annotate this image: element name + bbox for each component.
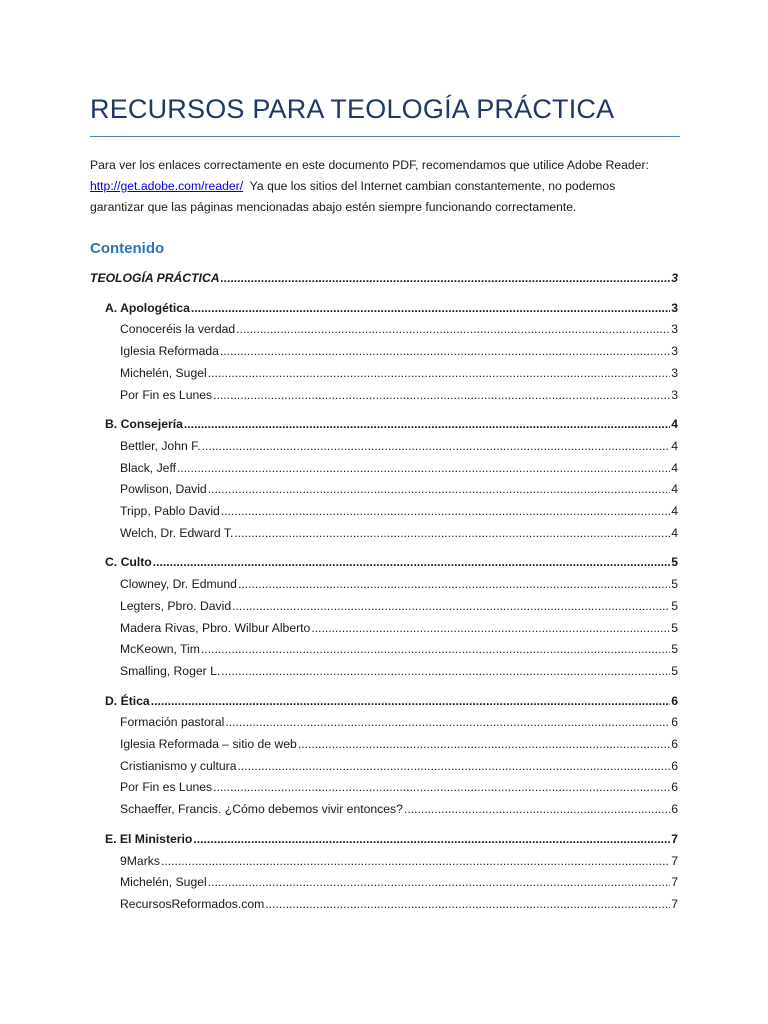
- toc-page-number: 4: [671, 525, 678, 540]
- toc-page-number: 5: [671, 642, 678, 657]
- toc-page-number: 6: [671, 737, 678, 751]
- toc-entry-label: Schaeffer, Francis. ¿Cómo debemos vivir entonces?: [120, 802, 403, 817]
- toc-page-number: 3: [671, 322, 678, 337]
- toc-section[interactable]: [105, 555, 678, 575]
- toc-entry-label: C. Culto: [105, 555, 152, 570]
- toc-page-number: 7: [671, 896, 678, 911]
- toc-entry-label: Bettler, John F.: [120, 438, 201, 453]
- toc-section[interactable]: [105, 417, 678, 437]
- toc-entry[interactable]: [120, 388, 678, 408]
- toc-entry[interactable]: [120, 875, 678, 895]
- toc-section[interactable]: [105, 301, 678, 321]
- toc-entry-label: Michelén, Sugel: [120, 365, 207, 380]
- toc-page-number: 6: [671, 693, 678, 708]
- toc-section[interactable]: [105, 694, 678, 714]
- toc-page-number: 5: [671, 598, 678, 613]
- toc-entry[interactable]: [120, 737, 678, 757]
- toc-page-number: 5: [671, 663, 678, 678]
- toc-entry[interactable]: [120, 642, 678, 662]
- toc-leader-dots: [232, 599, 670, 613]
- toc-entry[interactable]: [120, 621, 678, 641]
- toc-leader-dots: [221, 664, 670, 678]
- toc-page-number: 4: [671, 460, 678, 475]
- toc-entry-label: B. Consejería: [105, 417, 183, 432]
- toc-entry-label: Smalling, Roger L.: [120, 663, 221, 678]
- toc-page-number: 7: [671, 831, 678, 846]
- toc-entry-label: Cristianismo y cultura: [120, 758, 237, 773]
- toc-leader-dots: [153, 555, 671, 569]
- toc-entry[interactable]: [120, 759, 678, 779]
- toc-entry-label: Clowney, Dr. Edmund: [120, 577, 237, 592]
- toc-leader-dots: [202, 439, 671, 453]
- intro-line-3: garantizar que las páginas mencionadas abajo estén siempre funcionando correctamente.: [90, 200, 577, 214]
- toc-entry[interactable]: [120, 504, 678, 524]
- toc-page-number: 3: [671, 344, 678, 359]
- toc-entry[interactable]: [120, 461, 678, 481]
- toc-entry-label: Madera Rivas, Pbro. Wilbur Alberto: [120, 620, 311, 635]
- toc-leader-dots: [298, 737, 670, 751]
- toc-leader-dots: [404, 802, 670, 816]
- toc-page-number: 3: [671, 365, 678, 380]
- toc-entry-label: Conoceréis la verdad: [120, 322, 236, 337]
- toc-entry[interactable]: [120, 526, 678, 546]
- toc-leader-dots: [225, 715, 670, 729]
- toc-leader-dots: [208, 366, 671, 380]
- title-divider: [90, 136, 680, 137]
- toc-entry-label: Por Fin es Lunes: [120, 387, 213, 402]
- toc-leader-dots: [191, 301, 670, 315]
- toc-entry[interactable]: [120, 439, 678, 459]
- toc-entry-label: Por Fin es Lunes: [120, 780, 213, 795]
- contents-heading: Contenido: [90, 240, 165, 257]
- toc-entry[interactable]: [120, 780, 678, 800]
- toc-page-number: 4: [671, 482, 678, 497]
- toc-leader-dots: [213, 780, 670, 794]
- adobe-reader-link[interactable]: http://get.adobe.com/reader/: [90, 179, 244, 193]
- toc-entry[interactable]: [120, 482, 678, 502]
- toc-entry-label: Legters, Pbro. David: [120, 598, 232, 613]
- toc-entry-label: Iglesia Reformada – sitio de web: [120, 737, 297, 751]
- toc-entry-label: McKeown, Tim: [120, 642, 200, 657]
- toc-entry-label: Formación pastoral: [120, 715, 225, 730]
- intro-line-2: [90, 176, 680, 197]
- intro-line-2-text: Ya que los sitios del Internet cambian constantemente, no podemos: [243, 179, 616, 193]
- toc-page-number: 3: [671, 300, 678, 315]
- toc-entry[interactable]: [120, 897, 678, 917]
- toc-leader-dots: [208, 482, 671, 496]
- toc-leader-dots: [236, 322, 670, 336]
- toc-section[interactable]: [90, 271, 678, 291]
- toc-entry[interactable]: [120, 854, 678, 874]
- toc-leader-dots: [311, 621, 670, 635]
- toc-entry[interactable]: [120, 802, 678, 822]
- toc-entry-label: Iglesia Reformada: [120, 344, 219, 359]
- toc-leader-dots: [220, 344, 670, 358]
- toc-entry[interactable]: [120, 577, 678, 597]
- toc-page-number: 5: [671, 577, 678, 592]
- toc-page-number: 4: [671, 417, 678, 432]
- toc-leader-dots: [234, 526, 670, 540]
- toc-entry[interactable]: [120, 366, 678, 386]
- intro-paragraph: [90, 155, 680, 218]
- toc-leader-dots: [151, 694, 671, 708]
- toc-page-number: 7: [671, 853, 678, 868]
- toc-leader-dots: [208, 875, 671, 889]
- toc-page-number: 5: [671, 620, 678, 635]
- toc-entry[interactable]: [120, 715, 678, 735]
- toc-entry-label: D. Ética: [105, 693, 150, 708]
- toc-page-number: 5: [671, 555, 678, 570]
- toc-leader-dots: [221, 271, 671, 285]
- toc-leader-dots: [238, 577, 670, 591]
- toc-entry-label: RecursosReformados.com: [120, 896, 265, 911]
- toc-entry-label: TEOLOGÍA PRÁCTICA: [90, 271, 220, 285]
- toc-page-number: 4: [671, 504, 678, 518]
- toc-leader-dots: [221, 504, 670, 518]
- toc-leader-dots: [213, 388, 670, 402]
- toc-entry-label: Black, Jeff: [120, 460, 176, 475]
- toc-entry-label: Welch, Dr. Edward T.: [120, 525, 234, 540]
- toc-page-number: 6: [671, 715, 678, 730]
- toc-leader-dots: [193, 832, 670, 846]
- toc-leader-dots: [177, 461, 670, 475]
- page-title: RECURSOS PARA TEOLOGÍA PRÁCTICA: [90, 94, 615, 124]
- intro-line-1: Para ver los enlaces correctamente en este documento PDF, recomendamos que utilice Adobe Reader:: [90, 158, 649, 172]
- toc-page-number: 6: [671, 802, 678, 817]
- toc-section[interactable]: [105, 832, 678, 852]
- toc-page-number: 6: [671, 758, 678, 773]
- toc-entry[interactable]: [120, 322, 678, 342]
- toc-page-number: 7: [671, 875, 678, 890]
- toc-leader-dots: [161, 854, 670, 868]
- toc-entry[interactable]: [120, 664, 678, 684]
- toc-entry-label: Powlison, David: [120, 482, 207, 497]
- toc-entry-label: Michelén, Sugel: [120, 875, 207, 890]
- toc-entry-label: E. El Ministerio: [105, 831, 193, 846]
- toc-page-number: 3: [671, 271, 678, 285]
- toc-entry-label: 9Marks: [120, 853, 160, 868]
- toc-leader-dots: [184, 417, 670, 431]
- toc-leader-dots: [265, 897, 670, 911]
- toc-leader-dots: [201, 642, 670, 656]
- toc-page-number: 4: [671, 438, 678, 453]
- toc-entry-label: A. Apologética: [105, 300, 190, 315]
- toc-entry[interactable]: [120, 344, 678, 364]
- toc-entry-label: Tripp, Pablo David: [120, 504, 220, 518]
- toc-entry[interactable]: [120, 599, 678, 619]
- toc-page-number: 3: [671, 387, 678, 402]
- toc-leader-dots: [238, 759, 671, 773]
- toc-page-number: 6: [671, 780, 678, 795]
